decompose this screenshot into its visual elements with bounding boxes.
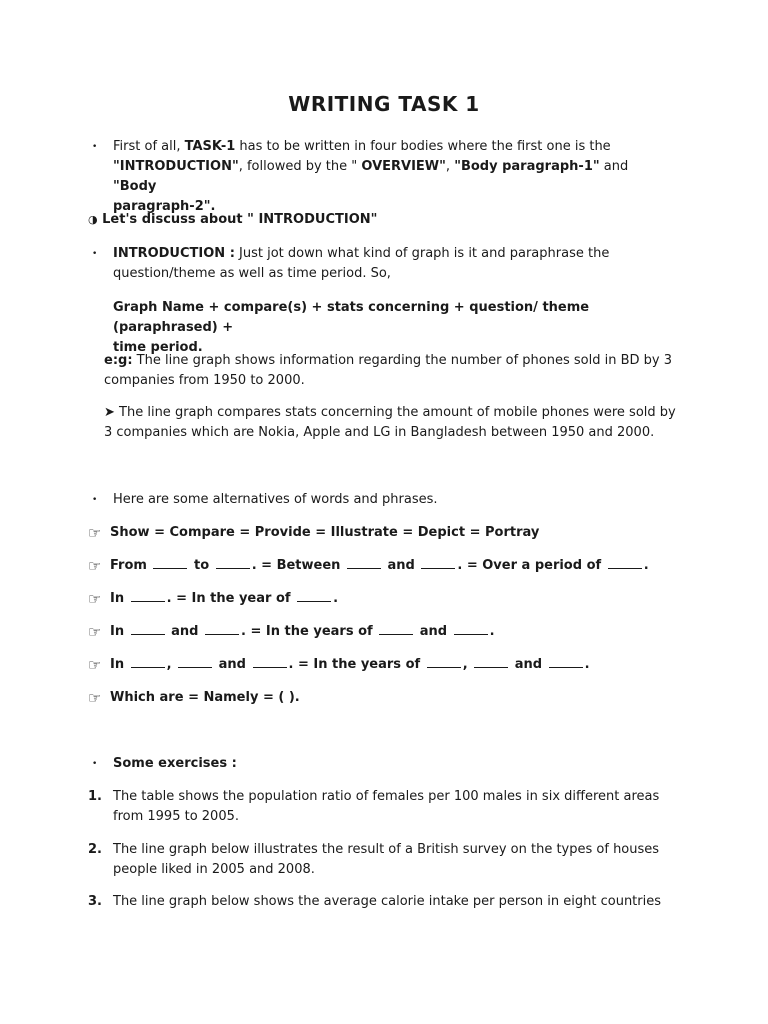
pointing-hand-icon: ☞ (88, 590, 102, 608)
example-paraphrase: ➤ The line graph compares stats concerning the amount of mobile phones were sold by 3 companies which are Nokia, Apple and LG in Bangladesh between 1950 and 2000. (104, 405, 676, 440)
exercise-number: 2. (88, 842, 102, 857)
introduction-formula: Graph Name + compare(s) + stats concerning + question/ theme (paraphrased) + time period. (113, 300, 590, 355)
alt-in-three-years-line: In , and . = In the years of , and . (110, 657, 590, 672)
exercises-heading: Some exercises : (113, 756, 237, 771)
blank-line (379, 623, 413, 635)
pointing-hand-icon: ☞ (88, 623, 102, 641)
blank-line (454, 623, 488, 635)
blank-line (131, 590, 165, 602)
example-paragraph: e:g: The line graph shows information regarding the number of phones sold in BD by 3 companies from 1950 to 2000. (104, 353, 672, 388)
blank-line (178, 656, 212, 668)
exercise-item: The line graph below illustrates the result of a British survey on the types of houses people liked in 2005 and 2008. (113, 842, 660, 877)
bullet-marker: • (92, 759, 98, 769)
exercise-number: 3. (88, 894, 102, 909)
blank-line (549, 656, 583, 668)
alt-which-line: Which are = Namely = ( ). (110, 690, 300, 705)
alt-show-line: Show = Compare = Provide = Illustrate = Depict = Portray (110, 525, 540, 540)
blank-line (131, 623, 165, 635)
blank-line (474, 656, 508, 668)
exercise-number: 1. (88, 789, 102, 804)
intro-paragraph: First of all, TASK-1 has to be written in four bodies where the first one is the "INTRODUCTION", followed by the " OVERVIEW", "Body paragraph-1" and "Body paragraph-2". (113, 139, 629, 214)
exercise-item: The line graph below shows the average calorie intake per person in eight countries (113, 894, 662, 909)
alt-from-line: From to . = Between and . = Over a period of . (110, 558, 649, 573)
discuss-heading: ◑ Let's discuss about " INTRODUCTION" (88, 212, 378, 227)
blank-line (253, 656, 287, 668)
half-circle-icon: ◑ (88, 213, 98, 226)
alt-in-years-line: In and . = In the years of and . (110, 624, 495, 639)
bullet-marker: • (92, 495, 98, 505)
blank-line (608, 557, 642, 569)
blank-line (153, 557, 187, 569)
page-title: WRITING TASK 1 (288, 92, 480, 116)
pointing-hand-icon: ☞ (88, 656, 102, 674)
blank-line (216, 557, 250, 569)
blank-line (297, 590, 331, 602)
alternatives-intro: Here are some alternatives of words and phrases. (113, 492, 438, 507)
bullet-marker: • (92, 142, 98, 152)
pointing-hand-icon: ☞ (88, 557, 102, 575)
blank-line (427, 656, 461, 668)
introduction-paragraph: INTRODUCTION : Just jot down what kind of graph is it and paraphrase the question/theme as well as time period. So, (113, 246, 610, 281)
exercise-item: The table shows the population ratio of females per 100 males in six different areas from 1995 to 2005. (113, 789, 660, 824)
bullet-marker: • (92, 249, 98, 259)
blank-line (347, 557, 381, 569)
arrow-icon: ➤ (104, 405, 115, 420)
blank-line (131, 656, 165, 668)
blank-line (205, 623, 239, 635)
pointing-hand-icon: ☞ (88, 524, 102, 542)
alt-in-year-line: In . = In the year of . (110, 591, 339, 606)
blank-line (421, 557, 455, 569)
pointing-hand-icon: ☞ (88, 689, 102, 707)
